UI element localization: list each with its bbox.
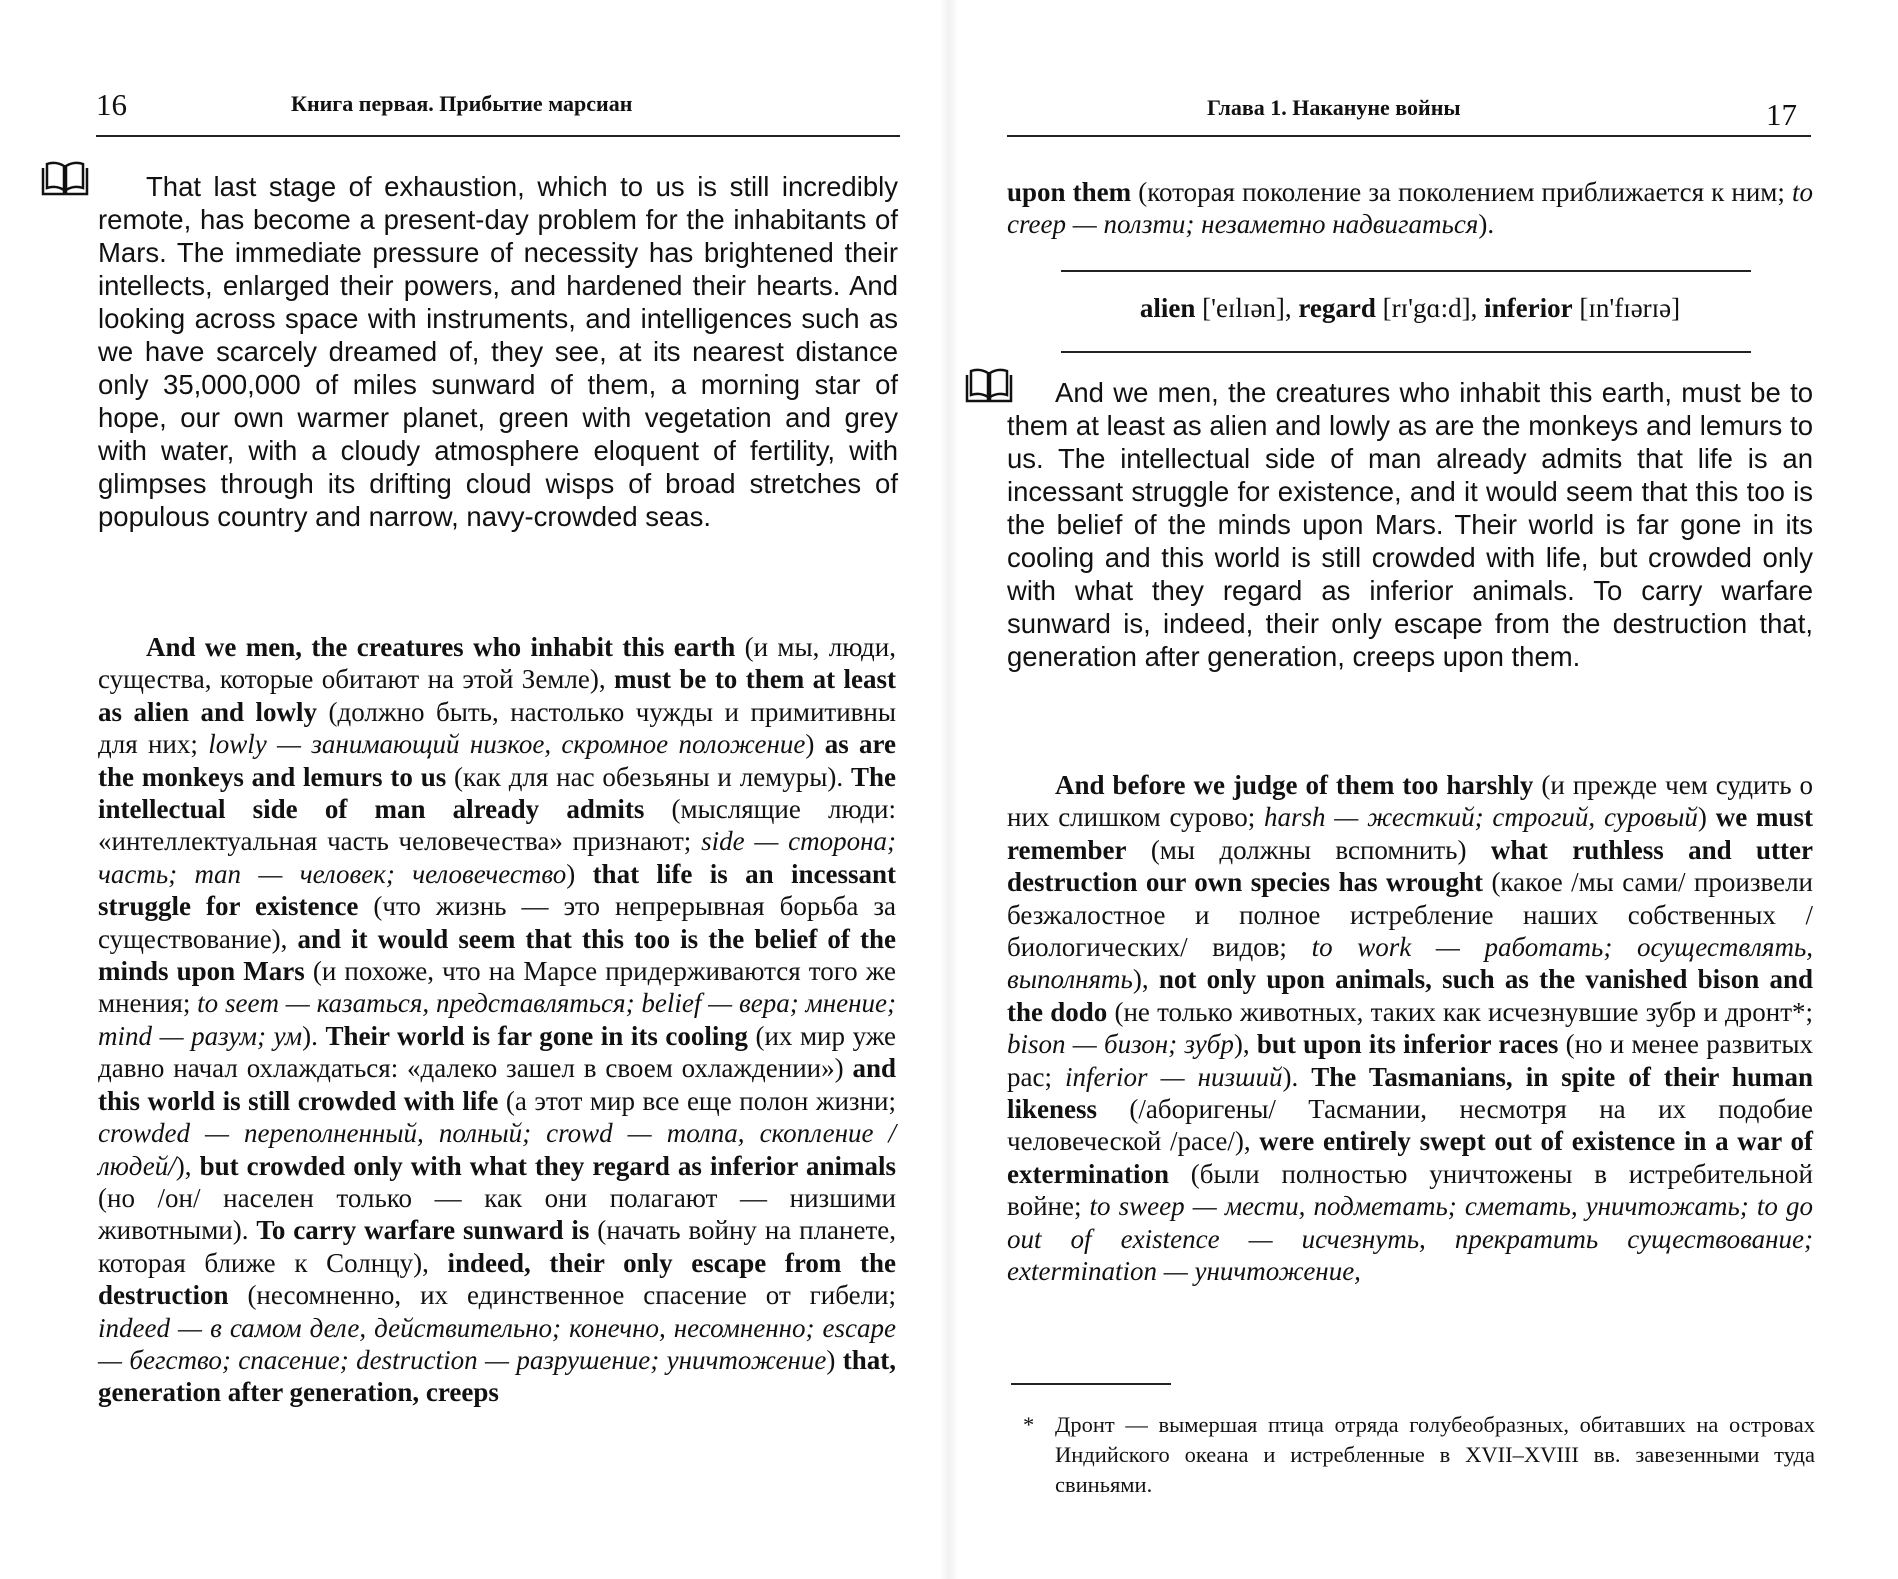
- right-page-header: [1007, 85, 1811, 137]
- translation: (мыслящие люди: «интеллектуальная часть человечества» признают;: [98, 794, 897, 857]
- translation: (а этот мир все еще полон жизни;: [498, 1085, 896, 1116]
- translation: (но /он/ населен только — как они полагают — низшими животными).: [98, 1182, 896, 1246]
- english-phrase: as are the monkeys and lemurs to us: [98, 729, 897, 792]
- english-text: And we men, the creatures who inhabit this earth, must be to them at least as alien and lowly as are the monkeys and lemurs to us. The intellectual side of man already admits that life is an incessant struggle for existence, and it would seem that this too is the belief of the minds upon Mars. Their world is far gone in its cooling and this world is still crowded with life, but crowded only with what they regard as inferior animals. To carry warfare sunward is, indeed, their only escape from the destruction that, generation after generation, creeps upon them.: [1007, 377, 1813, 672]
- divider-bottom: [1061, 351, 1751, 353]
- punctuation: ),: [175, 1150, 200, 1181]
- punctuation: ).: [1282, 1061, 1312, 1092]
- english-text: That last stage of exhaustion, which to us is still incredibly remote, has become a present-day problem for the inhabitants of Mars. The immediate pressure of necessity has brightened their intellects, enlarged their powers, and hardened their hearts. And looking across space with instruments, and intelligences such as we have scarcely dreamed of, they see, at its nearest distance only 35,000,000 of miles sunward of them, a morning star of hope, our own warmer planet, green with vegetation and grey with water, with a cloudy atmosphere eloquent of fertility, with glimpses through its drifting cloud wisps of broad stretches of populous country and narrow, navy-crowded seas.: [98, 171, 898, 532]
- page-number: 16: [96, 87, 127, 122]
- english-phrase: And we men, the creatures who inhabit this earth: [146, 632, 736, 662]
- punctuation: ),: [1233, 1029, 1257, 1060]
- translation: (не только животных, таких как исчезнувшие зубр и дронт*;: [1107, 996, 1813, 1027]
- punctuation: ): [566, 858, 593, 889]
- pronunciation-block: [1007, 290, 1813, 326]
- translation: (какое /мы сами/ произвели безжалостное и полное истребление наших собственных /биологических/ видов;: [1007, 867, 1814, 963]
- translation: (которая поколение за поколением приближается к ним;: [1131, 177, 1792, 207]
- punctuation: ).: [302, 1020, 326, 1051]
- left-page-header: [96, 85, 900, 137]
- divider-top: [1061, 270, 1751, 272]
- english-phrase: and this world is still crowded with life: [98, 1053, 896, 1116]
- english-phrase: not only upon animals, such as the vanished bison and the dodo: [1007, 964, 1813, 1027]
- translation: (но и менее развитых рас;: [1007, 1029, 1813, 1092]
- translation: (как для нас обезьяны и лемуры).: [446, 761, 851, 792]
- english-phrase: that life is an incessant struggle for existence: [98, 858, 897, 922]
- punctuation: ): [1697, 802, 1716, 833]
- punctuation: ): [826, 1344, 843, 1375]
- english-phrase: Their world is far gone in its cooling: [325, 1020, 748, 1051]
- pron-word: inferior: [1484, 293, 1573, 323]
- english-passage: [98, 170, 898, 533]
- translation: (/аборигены/ Тасмании, несмотря на их подобие человеческой /расе/),: [1007, 1094, 1813, 1157]
- right-page: [949, 0, 1898, 1579]
- translation: (их мир уже давно начал охлаждаться: «далеко зашел в своем охлаждении»): [98, 1020, 896, 1084]
- punctuation: ): [805, 729, 825, 760]
- vocabulary-note: inferior — низший: [1065, 1061, 1283, 1092]
- translation: (и мы, люди, существа, которые обитают на этой Земле),: [98, 632, 896, 695]
- english-phrase: but crowded only with what they regard as inferior animals: [199, 1150, 896, 1181]
- translation: (начать войну на планете, которая ближе к Солнцу),: [98, 1215, 897, 1278]
- translation: (мы должны вспомнить): [1126, 834, 1491, 865]
- english-phrase: must be to them at least as alien and lowly: [98, 664, 896, 727]
- vocabulary-note: lowly — занимающий низкое, скромное положение: [208, 729, 806, 760]
- pron-word: regard: [1298, 293, 1376, 323]
- footnote-text: Дронт — вымершая птица отряда голубеобразных, обитавших на островах Индийского океана и истребленные в XVII–XVIII вв. завезенными туда свиньями.: [1055, 1412, 1815, 1497]
- pron-word: alien: [1139, 293, 1196, 323]
- pron-transcription: [ɪn'fɪərɪə]: [1572, 293, 1681, 323]
- pron-transcription: [rɪ'gɑ:d],: [1375, 293, 1485, 323]
- english-phrase: were entirely swept out of existence in a war of extermination: [1007, 1126, 1813, 1189]
- footnote-rule: [1011, 1383, 1171, 1385]
- running-title: Книга первая. Прибытие марсиан: [291, 91, 633, 116]
- english-phrase: upon them: [1007, 177, 1132, 207]
- vocabulary-note: crowded — переполненный, полный; crowd — толпа, скопление /людей/: [98, 1118, 896, 1181]
- vocabulary-note: to creep — ползти; незаметно надвигаться: [1007, 177, 1813, 240]
- translation: (и похоже, что на Марсе придерживаются того же мнения;: [98, 956, 896, 1019]
- vocabulary-note: to work — работать; осуществлять, выполнять: [1007, 932, 1813, 995]
- vocabulary-note: harsh — жесткий; строгий, суровый: [1264, 802, 1698, 833]
- english-phrase: and it would seem that this too is the belief of the minds upon Mars: [98, 923, 896, 987]
- annotated-passage: [1007, 769, 1813, 1288]
- footnote: [1011, 1410, 1815, 1500]
- translation: (что жизнь — это непрерывная борьба за существование),: [98, 891, 896, 954]
- english-phrase: And before we judge of them too harshly: [1055, 770, 1534, 800]
- punctuation: ).: [1478, 209, 1495, 240]
- vocabulary-note: to sweep — мести, подметать; сметать, уничтожать; to go out of existence — исчезнуть, прекратить существование; extermination — уничтожение,: [1007, 1191, 1813, 1287]
- translation: (и прежде чем судить о них слишком сурово;: [1007, 770, 1814, 833]
- translation: (были полностью уничтожены в истребительной войне;: [1007, 1158, 1813, 1222]
- annotated-continuation: [1007, 176, 1813, 241]
- translation: (несомненно, их единственное спасение от гибели;: [228, 1280, 896, 1311]
- english-phrase: indeed, their only escape from the destruction: [98, 1247, 896, 1311]
- punctuation: ),: [1132, 964, 1159, 995]
- english-phrase: that, generation after generation, creeps: [98, 1344, 896, 1408]
- vocabulary-note: indeed — в самом деле, действительно; конечно, несомненно; escape — бегство; спасение; destruction — разрушение; уничтожение: [98, 1312, 896, 1375]
- english-phrase: but upon its inferior races: [1256, 1029, 1559, 1060]
- english-phrase: To carry warfare sunward is: [256, 1215, 590, 1246]
- book-icon: [40, 160, 90, 198]
- vocabulary-note: to seem — казаться, представляться; belief — вера; мнение; mind — разум; ум: [98, 988, 896, 1051]
- pron-transcription: ['eɪlɪən],: [1195, 293, 1299, 323]
- footnote-marker: *: [1023, 1412, 1035, 1437]
- vocabulary-note: bison — бизон; зубр: [1007, 1029, 1234, 1060]
- annotated-passage: [98, 631, 896, 1409]
- page-number: 17: [1766, 97, 1797, 132]
- english-phrase: The Tasmanians, in spite of their human likeness: [1007, 1061, 1813, 1125]
- english-phrase: we must remember: [1007, 802, 1813, 865]
- vocabulary-note: side — сторона; часть; man — человек; человечество: [98, 826, 896, 889]
- english-phrase: The intellectual side of man already admits: [98, 761, 896, 825]
- running-title: Глава 1. Накануне войны: [1207, 95, 1461, 120]
- english-passage: [1007, 376, 1813, 673]
- english-phrase: what ruthless and utter destruction our own species has wrought: [1007, 834, 1813, 898]
- translation: (должно быть, настолько чужды и примитивны для них;: [98, 696, 896, 760]
